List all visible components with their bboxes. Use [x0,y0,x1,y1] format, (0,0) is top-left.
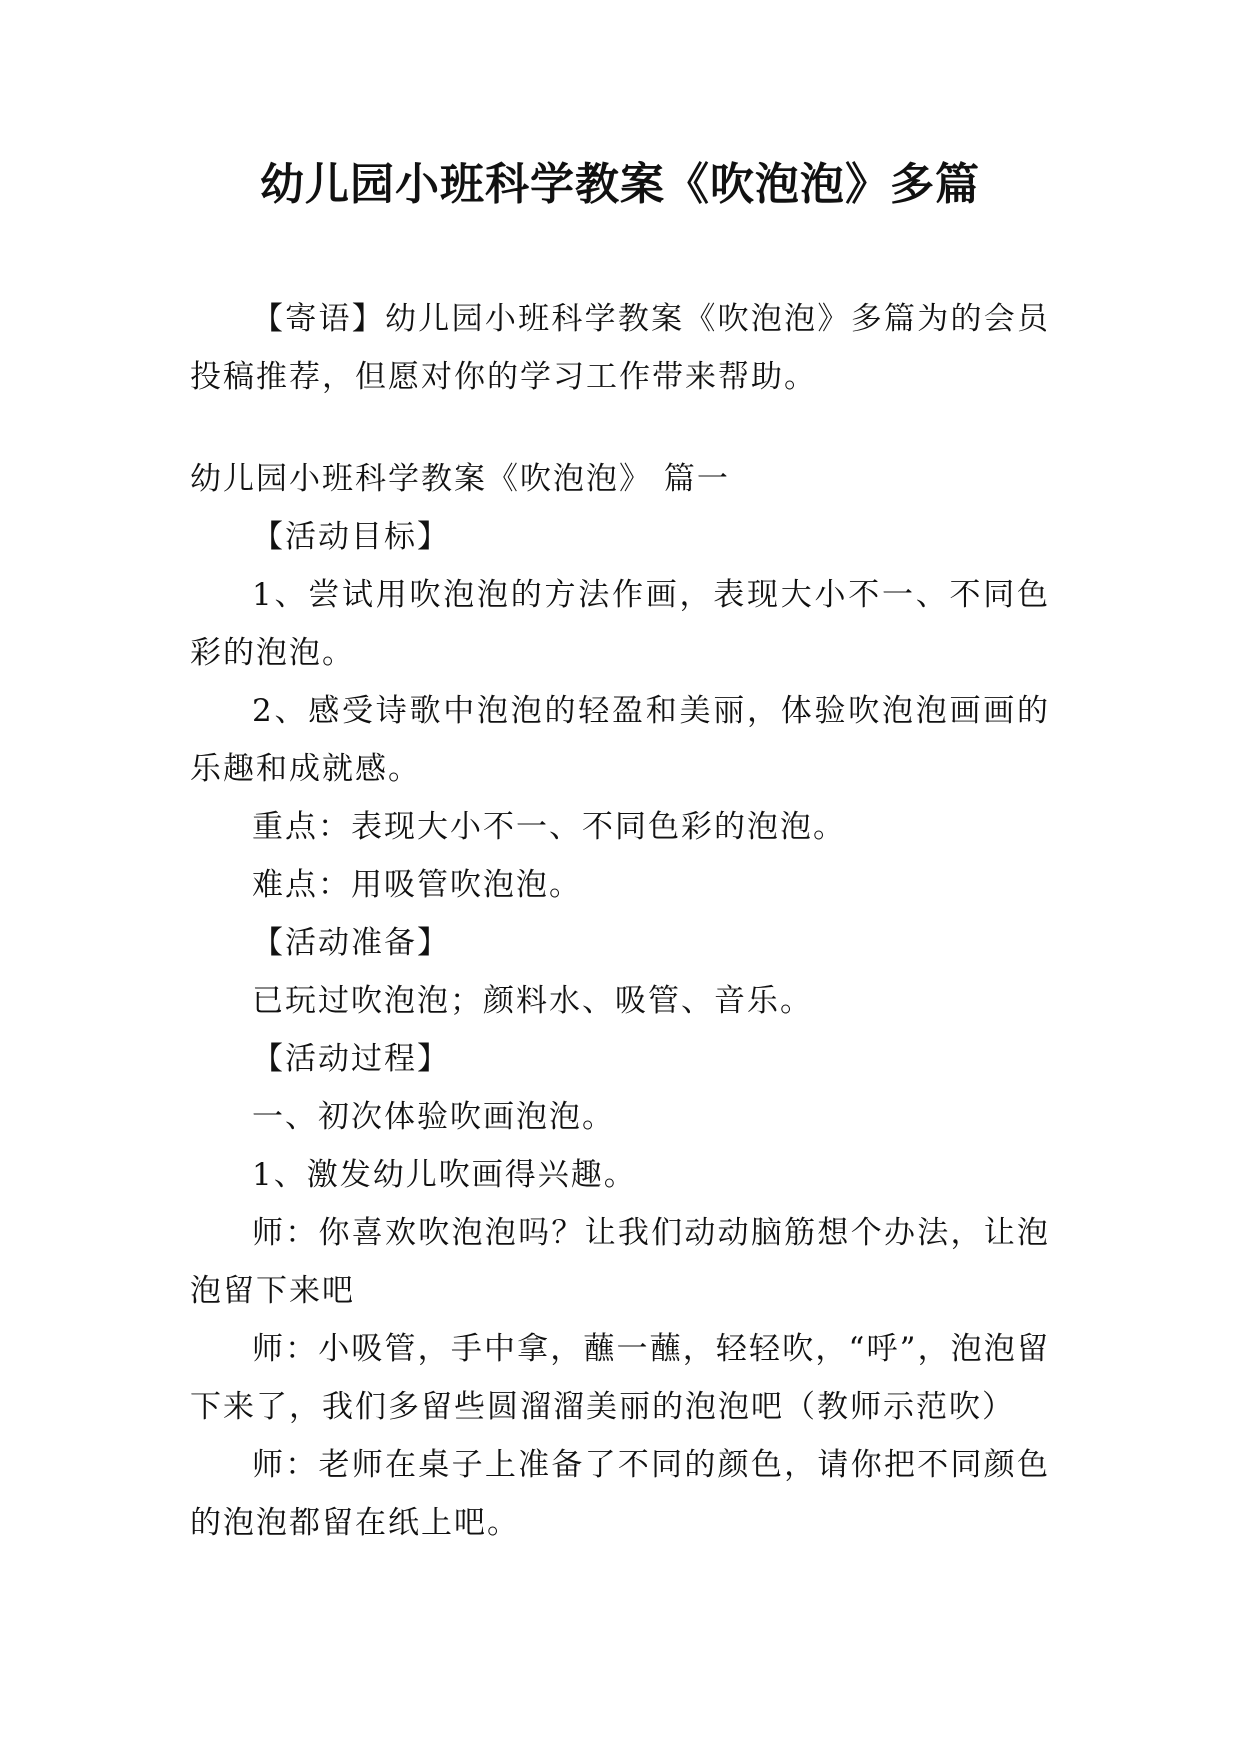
paragraph-step-one-1: 1、激发幼儿吹画得兴趣。 [252,1157,637,1193]
paragraph-teacher-2: 师：小吸管，手中拿，蘸一蘸，轻轻吹，“呼”，泡泡留下来了，我们多留些圆溜溜美丽的泡泡吧（教师示范吹） [190,1331,1050,1425]
paragraph-teacher-1: 师：你喜欢吹泡泡吗？让我们动动脑筋想个办法，让泡泡留下来吧 [190,1215,1050,1309]
paragraph-difficulty: 难点：用吸管吹泡泡。 [252,867,582,903]
paragraph-key-point: 重点：表现大小不一、不同色彩的泡泡。 [252,809,846,845]
paragraph-activity-goals-heading: 【活动目标】 [252,519,450,555]
paragraph-step-one: 一、初次体验吹画泡泡。 [252,1099,615,1135]
document-title: 幼儿园小班科学教案《吹泡泡》多篇 [260,159,980,210]
paragraph-goal-2: 2、感受诗歌中泡泡的轻盈和美丽，体验吹泡泡画画的乐趣和成就感。 [190,693,1050,787]
paragraph-teacher-3: 师：老师在桌子上准备了不同的颜色，请你把不同颜色的泡泡都留在纸上吧。 [190,1447,1050,1541]
document-body [190,290,1050,1552]
paragraph-preparation-heading: 【活动准备】 [252,925,450,961]
paragraph-preparation: 已玩过吹泡泡；颜料水、吸管、音乐。 [252,983,813,1019]
intro-paragraph: 【寄语】幼儿园小班科学教案《吹泡泡》多篇为的会员投稿推荐，但愿对你的学习工作带来帮助。 [190,301,1050,395]
paragraph-process-heading: 【活动过程】 [252,1041,450,1077]
document-page [190,0,1050,1754]
paragraph-goal-1: 1、尝试用吹泡泡的方法作画，表现大小不一、不同色彩的泡泡。 [190,577,1050,671]
section-heading: 幼儿园小班科学教案《吹泡泡》 篇一 [190,461,730,497]
